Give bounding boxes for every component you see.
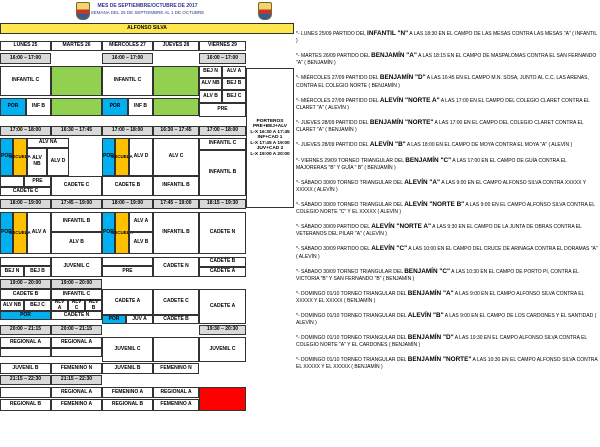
training-slot: POR — [102, 138, 115, 176]
day-header: LUNES 25 — [0, 41, 51, 51]
training-slot: INFANTIL B — [153, 212, 199, 254]
training-slot: REGIONAL A — [153, 387, 199, 398]
escuela-slot — [9, 212, 31, 254]
match-prefix: *- VIERNES 29/09 TORNEO TRIANGULAR DEL — [296, 157, 406, 164]
time-slot: 16:00 – 17:00 — [0, 53, 51, 64]
time-slot: 16:30 – 17:45 — [153, 126, 199, 136]
match-prefix: *- SÁBADO 30/09 TORNEO TRIANGULAR DEL — [296, 268, 405, 275]
match-details: A LAS 18:00 EN EL CAMPO DE MOYA CONTRA EL MOYA "A" ( ALEVÍN ) — [405, 141, 573, 148]
match-team: ALEVÍN "NORTE A" — [379, 96, 440, 104]
training-slot: FEMENINO A — [51, 399, 102, 411]
time-slot: 19:00 – 20:00 — [0, 279, 51, 289]
day-header: JUEVES 28 — [153, 41, 199, 51]
training-slot: CADETE A — [199, 289, 246, 324]
training-slot: POR — [102, 98, 128, 116]
training-slot — [102, 257, 153, 266]
match-team: ALEVÍN "NORTE A" — [371, 223, 432, 231]
match-prefix: *- JUEVES 28/09 PARTIDO DEL — [296, 119, 370, 126]
match-item — [296, 334, 598, 349]
time-slot: 18:00 – 19:00 — [102, 199, 153, 209]
match-details: A LAS 18:15 EN EL CAMPO DE MASPALOMAS CONTRA EL SAN FERNANDO "A" ( BENJAMÍN ) — [296, 53, 597, 67]
training-slot — [0, 387, 51, 398]
training-slot — [153, 337, 199, 362]
match-item — [296, 119, 598, 134]
match-team: INFANTIL "N" — [367, 30, 409, 37]
match-prefix: *- SÁBADO 30/09 TORNEO TRIANGULAR DEL — [296, 179, 405, 186]
match-prefix: *- DOMINGO 01/10 TORNEO TRIANGULAR DEL — [296, 357, 408, 364]
training-slot: ALV B — [85, 300, 102, 311]
training-slot: JUVENIL C — [199, 337, 246, 362]
page-header — [0, 0, 295, 22]
day-header: MIÉRCOLES 27 — [102, 41, 153, 51]
training-slot: INFANTIL B — [51, 212, 102, 232]
training-slot: ALV C — [68, 300, 85, 311]
match-team: BENJAMÍN "D" — [407, 334, 454, 342]
match-item — [296, 290, 598, 305]
header-week: SEMANA DEL 25 DE SEPTIEMBRE AL 1 DE OCTUBRE — [90, 10, 205, 15]
training-slot: POR — [102, 315, 126, 324]
time-slot: 17:45 – 19:00 — [153, 199, 199, 209]
training-slot: CADETE B — [0, 289, 51, 300]
match-prefix: *- DOMINGO 01/10 TORNEO TRIANGULAR DEL — [296, 290, 408, 297]
training-slot — [0, 176, 24, 187]
match-prefix: *- JUEVES 28/09 PARTIDO DEL — [296, 141, 370, 148]
match-item — [296, 179, 598, 194]
training-slot: INFANTIL B — [153, 176, 199, 196]
training-slot: REGIONAL A — [0, 337, 51, 348]
match-item — [296, 97, 598, 112]
match-details: A LAS 10:30 EN EL CAMPO ALFONSO SILVA CONTRA EL XXXXX Y EL XXXXX ( BENJAMÍN ) — [296, 357, 598, 371]
time-slot: 17:00 – 18:00 — [102, 126, 153, 136]
training-slot: ALV D — [129, 138, 153, 176]
match-team: ALEVÍN "NORTE B" — [404, 200, 465, 208]
match-details: A LAS 9:00 EN EL CAMPO ALFONSO SILVA CONTRA XXXXX Y XXXXX ( ALEVÍN ) — [296, 179, 586, 193]
training-slot: PRE — [199, 103, 246, 117]
time-slot: 19:00 – 20:00 — [51, 279, 102, 289]
match-details: A LAS 17:00 EN EL CAMPO DE GUÍA CONTRA EL MAJORERAS "B" Y GUÍA " B" ( BENJAMÍN ) — [296, 157, 567, 171]
escuela-label: ESCUELA — [111, 230, 133, 236]
training-slot: ALV D — [47, 148, 69, 176]
match-details: A LAS 10:30 EN EL CAMPO DE PORTO PI, CONTRA EL VICTORIA "B" Y SAN FERNANDO "B" ( BENJAMÍN ) — [296, 268, 579, 282]
match-team: BENJAMÍN "NORTE" — [407, 356, 472, 364]
time-slot: 21:15 – 22:30 — [0, 375, 51, 385]
table-title: ALFONSO SILVA — [0, 23, 294, 34]
schedule-table — [0, 23, 294, 439]
match-team: BENJAMÍN "C" — [404, 267, 451, 275]
time-slot: 16:30 – 17:45 — [51, 126, 102, 136]
training-slot: ALV A — [51, 300, 68, 311]
training-slot: BEJ B — [24, 266, 51, 277]
match-details: A LAS 16:45 EN EL CAMPO M.N. SOSA, JUNTO AL C.C. LAS ARENAS, CONTRA EL COLEGIO NORTE ( BENJAMÍN ) — [296, 75, 589, 89]
match-team: BENJAMÍN "A" — [407, 289, 454, 297]
training-slot: CADETE C — [51, 176, 102, 196]
training-slot: REGIONAL A — [51, 387, 102, 398]
training-slot: FEMENINO A — [153, 399, 199, 411]
escuela-label: ESCUELA — [9, 154, 31, 160]
training-slot: INFANTIL C — [102, 66, 153, 96]
training-slot: REGIONAL A — [51, 337, 102, 348]
training-slot: CADETE C — [153, 289, 199, 315]
match-prefix: *- LUNES 25/09 PARTIDO DEL — [296, 31, 368, 37]
no-training-slot — [199, 387, 246, 411]
escuela-slot — [111, 138, 133, 176]
training-slot: ALV A — [27, 212, 51, 254]
training-slot: ALV B — [51, 232, 102, 254]
time-slot: 21:15 – 22:30 — [51, 375, 102, 385]
match-prefix: *- DOMINGO 01/10 TORNEO TRIANGULAR DEL — [296, 312, 408, 319]
training-slot: ALV NB — [27, 148, 47, 176]
time-slot: 18:00 – 19:00 — [0, 199, 51, 209]
training-slot: ALV A — [222, 66, 246, 78]
match-prefix: *- SÁBADO 30/09 PARTIDO DEL — [296, 224, 372, 231]
training-slot: JUV A — [126, 315, 153, 324]
match-prefix: *- DOMINGO 01/10 TORNEO TRIANGULAR DEL — [296, 335, 408, 342]
match-team: ALEVÍN "B" — [407, 311, 444, 319]
match-details: A LAS 10:00 EN EL CAMPO DEL CRUCE DE ARINAGA CONTRA EL DORAMAS "A" ( ALEVÍN ) — [296, 246, 598, 260]
training-slot: ALV B — [129, 232, 153, 254]
training-slot: POR — [0, 98, 26, 116]
training-slot: ALV A — [129, 212, 153, 232]
match-prefix: *- SÁBADO 30/09 PARTIDO DEL — [296, 246, 372, 253]
escuela-slot — [111, 212, 133, 254]
match-details: A LAS 9:30 EN EL CAMPO DE LA JUNTA DE OBRAS CONTRA EL VETERANOS DEL PILAR "A" ( ALEVÍN ) — [296, 224, 582, 238]
match-details: A LAS 10:30 EN EL CAMPO ALFONSO SILVA CONTRA EL COLEGIO NORTE "A" Y EL CARDONES ( BENJAMÍN ) — [296, 335, 588, 349]
match-item — [296, 52, 598, 67]
escuela-label: ESCUELA — [9, 230, 31, 236]
match-prefix: *- MARTES 26/09 PARTIDO DEL — [296, 53, 372, 60]
training-slot: CADETE N — [199, 212, 246, 254]
match-team: ALEVÍN "A" — [404, 178, 441, 186]
training-slot: FEMENINO A — [102, 387, 153, 398]
training-slot: CADETE B — [102, 176, 153, 196]
training-slot: CADETE A — [199, 267, 246, 277]
match-team: ALEVÍN "C" — [371, 245, 408, 253]
match-item — [296, 30, 598, 45]
match-details: A LAS 9:00 EN EL CAMPO ALFONSO SILVA CONTRA EL COLEGIO NORTE "C" Y EL XXXXX ( ALEVÍN ) — [296, 201, 595, 216]
match-item — [296, 245, 598, 260]
training-slot: BEJ C — [222, 90, 246, 103]
match-details: A LAS 18:30 EN EL CAMPO DE LAS MESAS CONTRA LAS MESAS "A" ( INFANTIL ) — [296, 31, 597, 45]
match-item — [296, 201, 598, 216]
training-slot: ALV NB — [199, 78, 222, 90]
match-item — [296, 141, 598, 149]
training-slot: BEJ B — [222, 78, 246, 90]
match-prefix: *- MIÉRCOLES 27/09 PARTIDO DEL — [296, 75, 380, 82]
match-team: BENJAMÍN "C" — [405, 156, 452, 164]
match-item — [296, 74, 598, 89]
time-slot: 17:00 – 18:00 — [199, 126, 246, 136]
match-item — [296, 356, 598, 371]
training-slot: INF B — [128, 98, 153, 116]
match-team: BENJAMÍN "D" — [379, 74, 426, 82]
training-slot: ALV C — [153, 138, 199, 176]
training-slot: ALV B — [199, 90, 222, 103]
training-slot: BEJ N — [0, 266, 24, 277]
time-slot: 16:00 – 17:00 — [102, 53, 153, 64]
training-slot: POR — [0, 311, 51, 320]
time-slot: 20:00 – 21:15 — [0, 325, 51, 335]
match-day-slot — [153, 66, 199, 96]
training-slot: INF B — [26, 98, 51, 116]
training-slot: POR — [0, 212, 13, 254]
time-slot: 17:00 – 18:00 — [0, 126, 51, 136]
escuela-slot — [9, 138, 31, 176]
match-details: A LAS 17:00 EN EL CAMPO DEL COLEGIO CLARET CONTRA EL CLARET "A" ( ALEVÍN ) — [296, 97, 590, 111]
header-month: MES DE SEPTIEMBRE/OCTUBRE DE 2017 — [97, 3, 198, 9]
training-slot: CADETE N — [153, 257, 199, 277]
day-header: MARTES 26 — [51, 41, 102, 51]
training-slot: POR — [102, 212, 115, 254]
match-prefix: *- SÁBADO 30/09 TORNEO TRIANGULAR DEL — [296, 201, 405, 208]
club-crest-icon — [258, 2, 272, 20]
training-slot: ALV NB — [0, 300, 24, 311]
training-slot — [0, 257, 51, 266]
training-slot: FEMENINO N — [51, 363, 102, 374]
match-item — [296, 223, 598, 238]
match-day-slot — [51, 66, 102, 96]
training-slot: POR — [0, 138, 13, 176]
match-details: A LAS 17:00 EN EL CAMPO DEL COLEGIO CLARET CONTRA EL CLARET "A" ( BENJAMÍN ) — [296, 119, 584, 133]
porteros-info: PORTEROS PRE+BEJ+ALV L-X 16:30 A 17:45 INF+CAD 1 L-X 17:45 A 19:00 JUV+CAD 2 L-X 19:00 A 20:00 — [246, 68, 294, 208]
match-prefix: *- MIÉRCOLES 27/09 PARTIDO DEL — [296, 97, 380, 104]
training-slot: JUVENIL C — [51, 257, 102, 277]
match-item — [296, 268, 598, 283]
escuela-label: ESCUELA — [111, 154, 133, 160]
training-slot: REGIONAL B — [102, 399, 153, 411]
match-team: BENJAMÍN "NORTE" — [369, 118, 434, 126]
training-slot: INFANTIL C — [51, 289, 102, 300]
time-slot: 17:45 – 19:00 — [51, 199, 102, 209]
training-slot: INFANTIL C — [199, 138, 246, 150]
training-slot — [0, 348, 51, 357]
match-day-slot — [153, 98, 199, 116]
training-slot: PRE — [102, 266, 153, 277]
match-team: ALEVÍN "B" — [369, 140, 406, 148]
match-item — [296, 157, 598, 172]
training-slot: INFANTIL B — [199, 150, 246, 196]
time-slot: 19:30 – 20:30 — [199, 325, 246, 335]
training-slot: JUVENIL B — [102, 363, 153, 374]
match-team: BENJAMÍN "A" — [371, 52, 417, 60]
time-slot: 16:00 – 17:00 — [199, 53, 246, 64]
training-slot: BEJ N — [199, 66, 222, 78]
match-item — [296, 312, 598, 327]
match-details: A LAS 9:00 EN EL CAMPO DE LOS CARDONES Y EL SANTIDAD ( ALEVÍN ) — [296, 312, 597, 327]
training-slot: JUVENIL B — [0, 363, 51, 374]
training-slot: PRE — [24, 176, 51, 187]
match-list — [296, 30, 598, 378]
training-slot: REGIONAL B — [0, 399, 51, 411]
training-slot: CADETE B — [153, 315, 199, 324]
training-slot — [51, 348, 102, 357]
match-day-slot — [51, 98, 102, 116]
training-slot: INFANTIL C — [0, 66, 51, 96]
day-header: VIERNES 29 — [199, 41, 246, 51]
training-slot: CADETE B — [199, 257, 246, 267]
match-details: A LAS 9:00 EN EL CAMPO ALFONSO SILVA CONTRA EL XXXXX Y EL XXXXX ( BENJAMÍN ) — [296, 290, 585, 304]
training-slot: ALV NA — [27, 138, 69, 148]
training-slot: CADETE C — [0, 187, 51, 196]
time-slot: 18:15 – 19:30 — [199, 199, 246, 209]
time-slot: 20:00 – 21:15 — [51, 325, 102, 335]
training-slot: CADETE A — [102, 289, 153, 315]
training-slot: JUVENIL C — [102, 337, 153, 362]
training-slot: CADETE N — [51, 311, 102, 320]
training-slot: BEJ C — [24, 300, 51, 311]
training-slot: FEMENINO N — [153, 363, 199, 374]
